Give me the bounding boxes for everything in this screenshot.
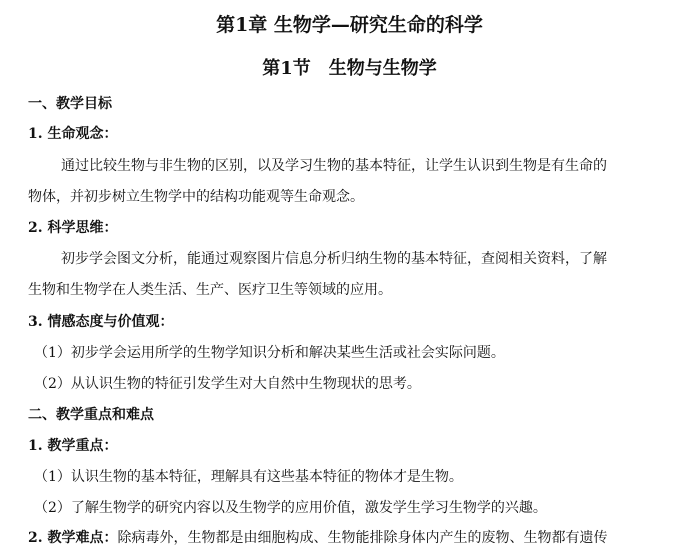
list-item: （1）认识生物的基本特征，理解具有这些基本特征的物体才是生物。 [34, 469, 463, 485]
heading-key-points: 二、教学重点和难点 [28, 407, 154, 423]
paragraph-line: 初步学会图文分析，能通过观察图片信息分析归纳生物的基本特征，查阅相关资料，了解 [61, 251, 607, 267]
paragraph-text: 除病毒外，生物都是由细胞构成、生物能排除身体内产生的废物、生物都有遗传 [117, 530, 608, 546]
subheading-teaching-focus: 1. 教学重点： [28, 438, 118, 454]
teaching-difficulty-line [28, 528, 688, 548]
section-number: 第1节 [262, 58, 311, 79]
paragraph-line: 生物和生物学在人类生活、生产、医疗卫生等领域的应用。 [28, 282, 392, 298]
section-title [0, 54, 699, 80]
list-item: （2）从认识生物的特征引发学生对大自然中生物现状的思考。 [34, 376, 421, 392]
paragraph-line: 通过比较生物与非生物的区别，以及学习生物的基本特征，让学生认识到生物是有生命的 [61, 158, 607, 174]
subheading-life-concept: 1. 生命观念： [28, 126, 118, 142]
section-name: 生物与生物学 [328, 58, 437, 79]
subheading-scientific-thinking: 2. 科学思维： [28, 220, 118, 236]
heading-teaching-goals: 一、教学目标 [28, 96, 112, 112]
subheading-attitude-values: 3. 情感态度与价值观： [28, 314, 174, 330]
chapter-title: 第1章 生物学—研究生命的科学 [216, 14, 483, 36]
paragraph-line: 物体，并初步树立生物学中的结构功能观等生命观念。 [28, 189, 364, 205]
list-item: （1）初步学会运用所学的生物学知识分析和解决某些生活或社会实际问题。 [34, 345, 505, 361]
subheading-teaching-difficulty: 2. 教学难点： [28, 530, 118, 546]
list-item: （2）了解生物学的研究内容以及生物学的应用价值，激发学生学习生物学的兴趣。 [34, 500, 547, 516]
